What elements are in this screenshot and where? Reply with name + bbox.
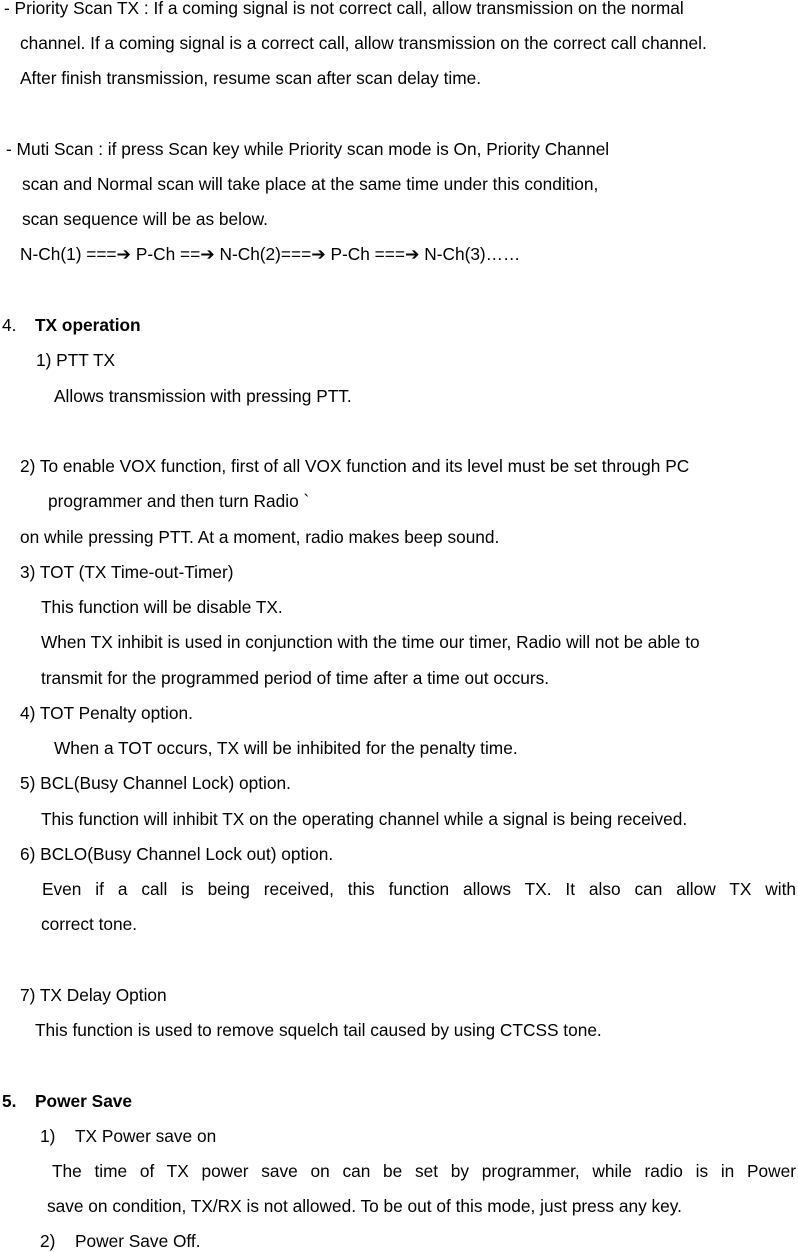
scan-sequence-step-2: P-Ch == — [131, 244, 201, 264]
scan-sequence-step-4: P-Ch === — [325, 244, 405, 264]
ptt-tx-description: Allows transmission with pressing PTT. — [54, 386, 352, 406]
scan-sequence-step-3: N-Ch(2)=== — [214, 244, 312, 264]
tot-heading: 3) TOT (TX Time-out-Timer) — [20, 562, 234, 582]
priority-scan-tx-line-3: After finish transmission, resume scan after scan delay time. — [20, 68, 482, 88]
bcl-heading: 5) BCL(Busy Channel Lock) option. — [20, 773, 291, 793]
tot-description-3: transmit for the programmed period of time after a time out occurs. — [41, 668, 550, 688]
ptt-tx-heading: 1) PTT TX — [36, 350, 116, 370]
tot-penalty-heading: 4) TOT Penalty option. — [20, 703, 193, 723]
bclo-description-2: correct tone. — [41, 914, 138, 934]
bcl-description: This function will inhibit TX on the operating channel while a signal is being received. — [41, 809, 688, 829]
scan-sequence-step-5: N-Ch(3)…… — [419, 244, 521, 264]
arrow-right-icon: ➔ — [200, 245, 215, 265]
tot-description-1: This function will be disable TX. — [41, 597, 283, 617]
priority-scan-tx-line-2: channel. If a coming signal is a correct call, allow transmission on the correct call channel. — [20, 33, 707, 53]
vox-line-1: 2) To enable VOX function, first of all VOX function and its level must be set through PC — [20, 456, 690, 476]
tot-description-2: When TX inhibit is used in conjunction with the time our timer, Radio will not be able to — [41, 632, 700, 652]
section-4-title: TX operation — [35, 315, 141, 335]
power-save-item-1-number: 1) — [40, 1126, 56, 1146]
section-5-number: 5. — [2, 1091, 17, 1111]
arrow-right-icon: ➔ — [311, 245, 326, 265]
tot-penalty-description: When a TOT occurs, TX will be inhibited for the penalty time. — [54, 738, 518, 758]
arrow-right-icon: ➔ — [116, 245, 132, 265]
muti-scan-line-2: scan and Normal scan will take place at the same time under this condition, — [22, 174, 599, 194]
arrow-right-icon: ➔ — [404, 245, 420, 265]
priority-scan-tx-line-1: - Priority Scan TX : If a coming signal is not correct call, allow transmission on the normal — [4, 0, 684, 18]
power-save-item-1-description-1: The time of TX power save on can be set by programmer, while radio is in Power — [52, 1161, 796, 1181]
power-save-item-1-description-2: save on condition, TX/RX is not allowed. To be out of this mode, just press any key. — [47, 1196, 682, 1216]
vox-line-2: programmer and then turn Radio ` — [48, 491, 310, 511]
bclo-description-1: Even if a call is being received, this function allows TX. It also can allow TX with — [42, 879, 796, 899]
muti-scan-line-1: - Muti Scan : if press Scan key while Priority scan mode is On, Priority Channel — [6, 139, 610, 159]
section-4-number: 4. — [2, 315, 17, 335]
muti-scan-line-3: scan sequence will be as below. — [22, 209, 268, 229]
scan-sequence-step-1: N-Ch(1) === — [20, 244, 117, 264]
tx-delay-heading: 7) TX Delay Option — [20, 985, 167, 1005]
scan-sequence — [20, 244, 520, 265]
power-save-item-2-number: 2) — [40, 1231, 56, 1251]
section-5-title: Power Save — [35, 1091, 133, 1111]
power-save-item-2-heading: Power Save Off. — [75, 1231, 201, 1251]
power-save-item-1-heading: TX Power save on — [75, 1126, 217, 1146]
vox-line-3: on while pressing PTT. At a moment, radio makes beep sound. — [20, 527, 500, 547]
tx-delay-description: This function is used to remove squelch tail caused by using CTCSS tone. — [35, 1020, 602, 1040]
bclo-heading: 6) BCLO(Busy Channel Lock out) option. — [20, 844, 334, 864]
